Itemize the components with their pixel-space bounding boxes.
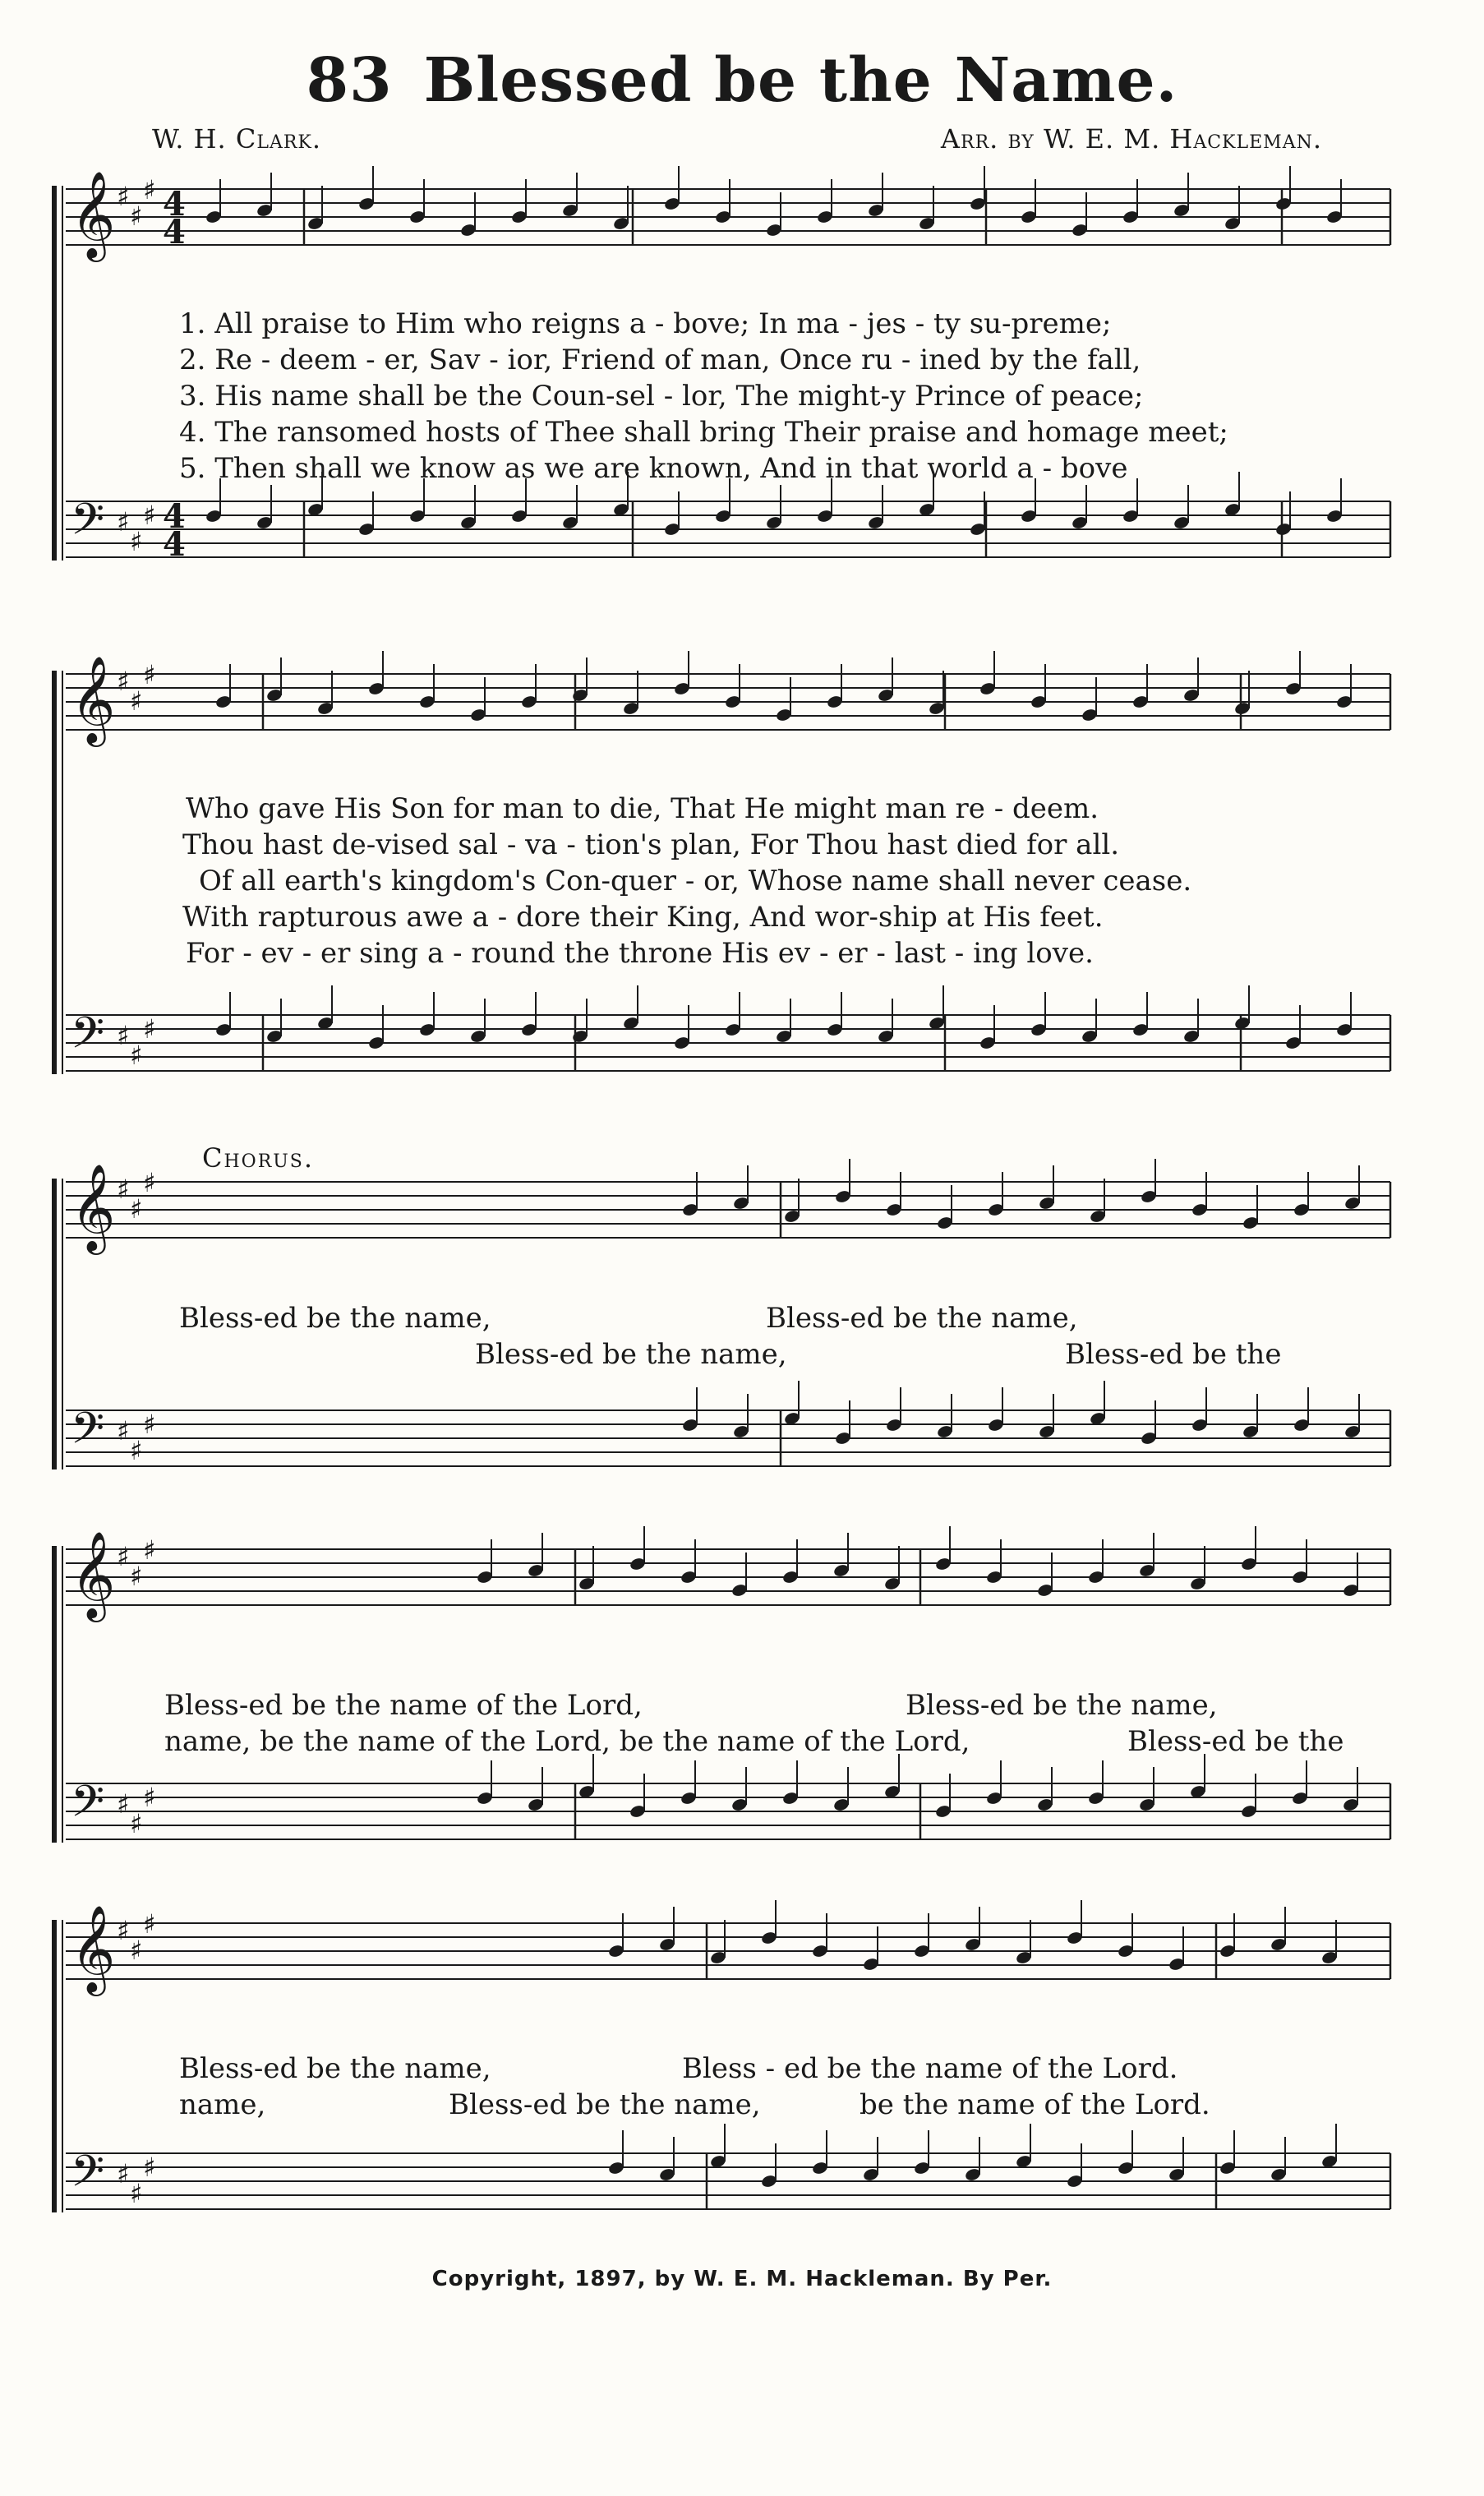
hymn-number: 83 [306, 45, 393, 116]
chorus-3-lower-b: Bless-ed be the name, [449, 2088, 761, 2121]
treble-clef: 𝄞 [71, 1163, 116, 1251]
bass-clef: 𝄢 [71, 1777, 105, 1838]
sharp-sign: ♯ [130, 1040, 143, 1071]
hymn-name: Blessed be the Name. [423, 45, 1178, 116]
sharp-sign: ♯ [143, 2152, 156, 2183]
chorus-2-lower-a: name, be the name of the Lord, be the name of the Lord, [164, 1725, 970, 1758]
sharp-sign: ♯ [117, 1020, 130, 1051]
bass-clef: 𝄢 [71, 1404, 105, 1465]
chorus-2-upper-a: Bless-ed be the name of the Lord, [164, 1689, 643, 1722]
sharp-sign: ♯ [117, 1174, 130, 1205]
treble-clef: 𝄞 [71, 1904, 116, 1992]
sharp-sign: ♯ [143, 500, 156, 531]
time-signature-bottom: 4 [163, 213, 186, 251]
verse-5-line-2: For - ev - er sing a - round the throne His ev - er - last - ing love. [186, 937, 1094, 970]
sharp-sign: ♯ [143, 174, 156, 205]
verse-3-line-1: 3. His name shall be the Coun-sel - lor, The might-y Prince of peace; [179, 380, 1144, 413]
verse-1-line-2: Who gave His Son for man to die, That He might man re - deem. [186, 792, 1099, 825]
treble-clef: 𝄞 [71, 655, 116, 743]
chorus-3-lower-a: name, [179, 2088, 266, 2121]
treble-clef: 𝄞 [71, 170, 116, 258]
treble-clef: 𝄞 [71, 1530, 116, 1618]
sharp-sign: ♯ [130, 1561, 143, 1592]
verse-2-line-1: 2. Re - deem - er, Sav - ior, Friend of man, Once ru - ined by the fall, [179, 344, 1141, 376]
bass-clef: 𝄢 [71, 1008, 105, 1069]
sharp-sign: ♯ [143, 1534, 156, 1566]
sharp-sign: ♯ [117, 1541, 130, 1572]
bass-clef: 𝄢 [71, 495, 105, 556]
chorus-2-upper-b: Bless-ed be the name, [906, 1689, 1218, 1722]
sharp-sign: ♯ [117, 1788, 130, 1820]
sharp-sign: ♯ [143, 1167, 156, 1198]
chorus-1-lower-a: Bless-ed be the name, [475, 1338, 787, 1371]
verse-2-line-2: Thou hast de-vised sal - va - tion's plan, For Thou hast died for all. [182, 828, 1120, 861]
author-credit: W. H. Clark. [152, 123, 322, 155]
sharp-sign: ♯ [130, 1193, 143, 1225]
verse-4-line-2: With rapturous awe a - dore their King, And wor-ship at His feet. [182, 901, 1104, 934]
time-signature-top: 4 [163, 497, 186, 536]
chorus-1-upper-b: Bless-ed be the name, [766, 1302, 1078, 1335]
chorus-3-upper-b: Bless - ed be the name of the Lord. [682, 2052, 1178, 2085]
sharp-sign: ♯ [143, 1908, 156, 1940]
verse-1-line-1: 1. All praise to Him who reigns a - bove; In ma - jes - ty su-preme; [179, 307, 1112, 340]
arranger-credit: Arr. by W. E. M. Hackleman. [940, 123, 1322, 155]
sharp-sign: ♯ [143, 659, 156, 690]
time-signature-top: 4 [163, 185, 186, 224]
chorus-1-lower-b: Bless-ed be the [1065, 1338, 1282, 1371]
sharp-sign: ♯ [117, 1415, 130, 1446]
bass-clef: 𝄢 [71, 2147, 105, 2208]
chorus-3-upper-a: Bless-ed be the name, [179, 2052, 491, 2085]
sharp-sign: ♯ [143, 1782, 156, 1813]
chorus-label: Chorus. [202, 1142, 315, 1174]
sharp-sign: ♯ [130, 526, 143, 557]
sharp-sign: ♯ [130, 1935, 143, 1966]
sharp-sign: ♯ [130, 1435, 143, 1466]
sharp-sign: ♯ [130, 1808, 143, 1839]
sharp-sign: ♯ [117, 1915, 130, 1946]
verse-4-line-1: 4. The ransomed hosts of Thee shall bring Their praise and homage meet; [179, 416, 1228, 449]
verse-3-line-2: Of all earth's kingdom's Con-quer - or, Whose name shall never cease. [199, 865, 1192, 897]
sharp-sign: ♯ [130, 685, 143, 717]
sharp-sign: ♯ [117, 2158, 130, 2189]
chorus-2-lower-b: Bless-ed be the [1127, 1725, 1344, 1758]
chorus-1-upper-a: Bless-ed be the name, [179, 1302, 491, 1335]
time-signature-bottom: 4 [163, 525, 186, 564]
sharp-sign: ♯ [117, 181, 130, 212]
sharp-sign: ♯ [130, 201, 143, 232]
sharp-sign: ♯ [143, 1409, 156, 1440]
sharp-sign: ♯ [130, 2178, 143, 2209]
sharp-sign: ♯ [117, 506, 130, 537]
copyright-notice: Copyright, 1897, by W. E. M. Hackleman. By Per. [431, 2267, 1053, 2291]
chorus-3-lower-c: be the name of the Lord. [860, 2088, 1210, 2121]
sharp-sign: ♯ [143, 1013, 156, 1045]
sharp-sign: ♯ [117, 666, 130, 697]
verse-5-line-1: 5. Then shall we know as we are known, And in that world a - bove [179, 452, 1128, 485]
